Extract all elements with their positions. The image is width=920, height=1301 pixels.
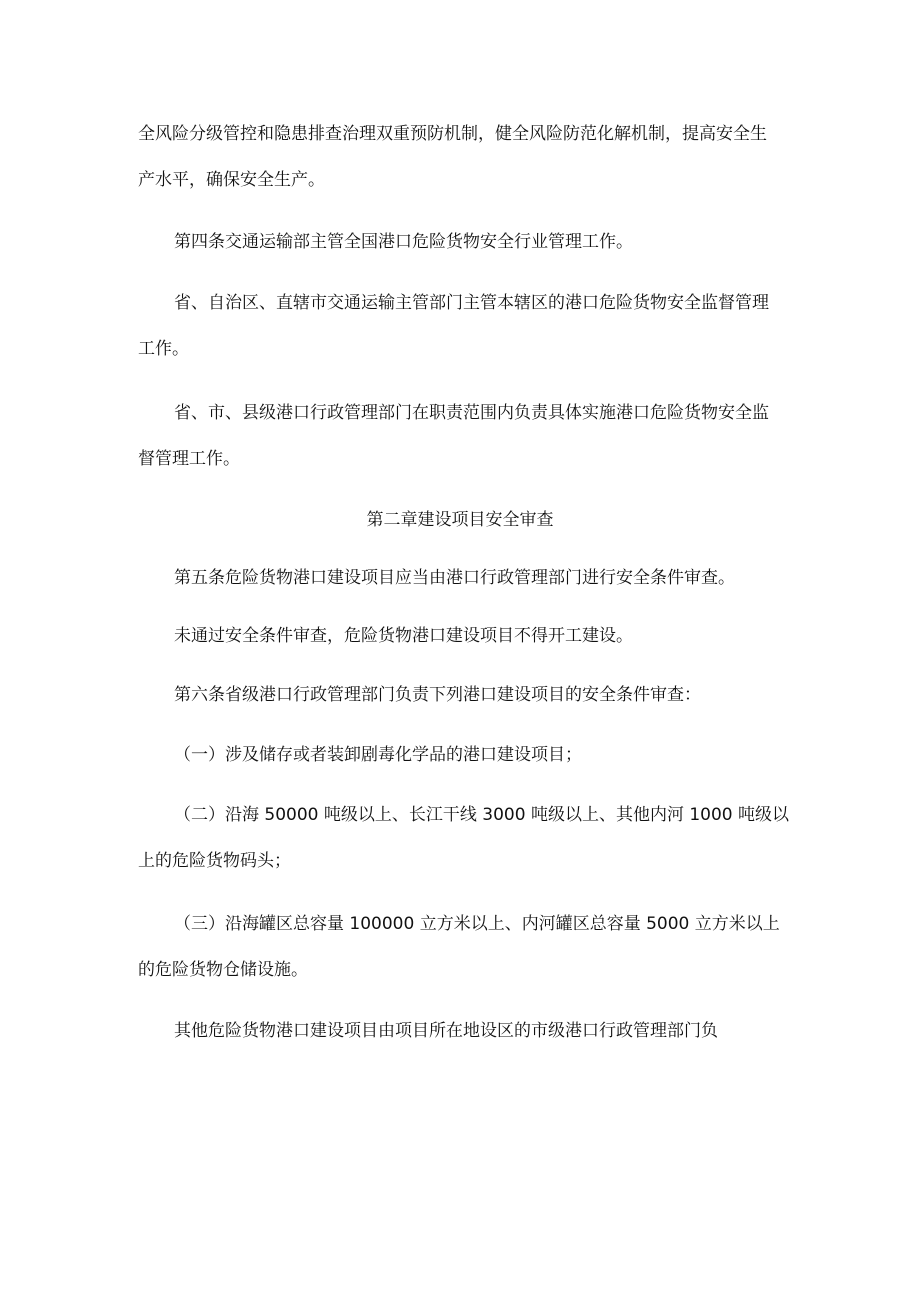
paragraph-line: （二）沿海 50000 吨级以上、长江干线 3000 吨级以上、其他内河 1000 吨级以	[174, 805, 790, 825]
paragraph-line: 第六条省级港口行政管理部门负责下列港口建设项目的安全条件审查：	[174, 685, 701, 705]
paragraph-local-authority	[138, 390, 778, 482]
paragraph-line: 省、市、县级港口行政管理部门在职责范围内负责具体实施港口危险货物安全监	[174, 403, 769, 423]
paragraph-line: （三）沿海罐区总容量 100000 立方米以上、内河罐区总容量 5000 立方米以上	[174, 914, 780, 934]
paragraph-line: 省、自治区、直辖市交通运输主管部门主管本辖区的港口危险货物安全监督管理	[174, 293, 769, 313]
list-item-2	[138, 792, 790, 884]
list-item-3	[138, 901, 778, 993]
paragraph-article-5	[138, 555, 778, 601]
chapter-heading: 第二章建设项目安全审查	[366, 510, 554, 530]
paragraph-line: 第五条危险货物港口建设项目应当由港口行政管理部门进行安全条件审查。	[174, 568, 735, 588]
paragraph-other-projects	[138, 1008, 778, 1054]
paragraph-line: 全风险分级管控和隐患排查治理双重预防机制，健全风险防范化解机制，提高安全生	[138, 124, 767, 144]
paragraph-risk-control	[138, 111, 778, 203]
paragraph-line: 上的危险货物码头；	[138, 851, 291, 871]
paragraph-line: 督管理工作。	[138, 449, 240, 469]
paragraph-line: 未通过安全条件审查，危险货物港口建设项目不得开工建设。	[174, 626, 633, 646]
paragraph-article-4	[138, 219, 778, 265]
paragraph-not-approved	[138, 613, 778, 659]
paragraph-line: 第四条交通运输部主管全国港口危险货物安全行业管理工作。	[174, 232, 633, 252]
paragraph-article-6	[138, 672, 778, 718]
paragraph-line: 工作。	[138, 339, 189, 359]
paragraph-line: 其他危险货物港口建设项目由项目所在地设区的市级港口行政管理部门负	[174, 1021, 718, 1041]
paragraph-line: （一）涉及储存或者装卸剧毒化学品的港口建设项目；	[174, 745, 582, 765]
list-item-1	[138, 732, 778, 778]
paragraph-provincial-authority	[138, 280, 778, 372]
paragraph-line: 产水平，确保安全生产。	[138, 170, 325, 190]
paragraph-line: 的危险货物仓储设施。	[138, 960, 308, 980]
